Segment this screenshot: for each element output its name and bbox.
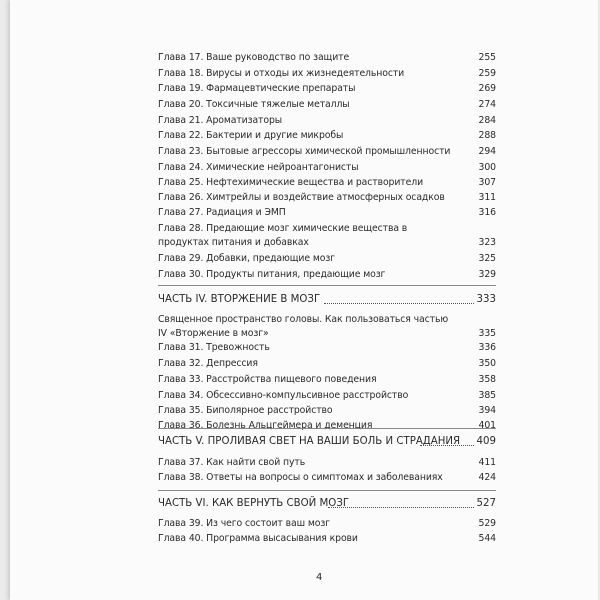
toc-entry-title: Глава 32. Депрессия <box>158 358 258 369</box>
leader-dots <box>324 303 474 304</box>
toc-entry-title: Священное пространство головы. Как пользоваться частью IV «Вторжение в мозг» <box>158 314 449 339</box>
toc-entry <box>158 517 496 531</box>
toc-entry <box>158 389 496 403</box>
toc-entry-title: Глава 29. Добавки, предающие мозг <box>158 253 335 264</box>
toc-entry <box>158 51 496 65</box>
toc-part-title: ЧАСТЬ VI. КАК ВЕРНУТЬ СВОЙ МОЗГ <box>158 498 350 509</box>
toc-entry-page: 323 <box>478 237 496 248</box>
toc-entry <box>158 456 496 470</box>
toc-entry-page: 544 <box>478 533 496 544</box>
toc-entry-title: Глава 30. Продукты питания, предающие мозг <box>158 269 386 280</box>
toc-entry-title: Глава 24. Химические нейроантагонисты <box>158 162 359 173</box>
toc-entry <box>158 206 496 220</box>
toc-entry-title: Глава 27. Радиация и ЭМП <box>158 207 286 218</box>
toc-entry-page: 394 <box>478 405 496 416</box>
toc-entry-page: 411 <box>478 457 496 468</box>
toc-entry-page: 294 <box>478 146 496 157</box>
leader-dots <box>328 507 474 508</box>
toc-entry <box>158 223 496 250</box>
toc-part-heading <box>158 434 496 450</box>
page-number: 4 <box>316 572 323 583</box>
section-divider <box>158 428 496 429</box>
toc-part-heading <box>158 292 496 308</box>
toc-part-page: 527 <box>476 498 496 509</box>
toc-entry-title: Глава 26. Химтрейлы и воздействие атмосферных осадков <box>158 192 445 203</box>
toc-entry <box>158 114 496 128</box>
toc-entry-page: 269 <box>478 83 496 94</box>
toc-entry-title: Глава 17. Ваше руководство по защите <box>158 52 350 63</box>
toc-entry-page: 284 <box>478 115 496 126</box>
toc-entry-page: 424 <box>478 472 496 483</box>
toc-entry-page: 307 <box>478 177 496 188</box>
toc-entry <box>158 341 496 355</box>
toc-entry-page: 316 <box>478 207 496 218</box>
toc-entry-title: Глава 22. Бактерии и другие микробы <box>158 130 344 141</box>
toc-entry <box>158 252 496 266</box>
toc-part-page: 409 <box>476 436 496 447</box>
toc-entry <box>158 176 496 190</box>
toc-entry <box>158 67 496 81</box>
toc-entry-page: 358 <box>478 374 496 385</box>
toc-entry-page: 325 <box>478 253 496 264</box>
toc-entry-page: 385 <box>478 390 496 401</box>
toc-entry-page: 259 <box>478 68 496 79</box>
toc-part-page: 333 <box>476 294 496 305</box>
toc-entry <box>158 268 496 282</box>
toc-entry <box>158 145 496 159</box>
toc-entry-title: Глава 33. Расстройства пищевого поведения <box>158 374 377 385</box>
leader-dots <box>420 445 474 446</box>
toc-entry-title: Глава 21. Ароматизаторы <box>158 115 282 126</box>
toc-entry <box>158 404 496 418</box>
toc-entry <box>158 373 496 387</box>
toc-entry-title: Глава 28. Предающие мозг химические вещества в продуктах питания и добавках <box>158 223 408 248</box>
toc-entry <box>158 82 496 96</box>
toc-entry <box>158 98 496 112</box>
toc-entry-page: 274 <box>478 99 496 110</box>
toc-entry-title: Глава 36. Болезнь Альцгеймера и деменция <box>158 420 373 431</box>
toc-entry <box>158 191 496 205</box>
toc-entry <box>158 471 496 485</box>
toc-entry-page: 329 <box>478 269 496 280</box>
toc-entry-title: Глава 19. Фармацевтические препараты <box>158 83 356 94</box>
section-divider <box>158 285 496 286</box>
toc-entry-title: Глава 18. Вирусы и отходы их жизнедеятельности <box>158 68 405 79</box>
toc-entry-title: Глава 31. Тревожность <box>158 342 270 353</box>
toc-entry-title: Глава 34. Обсессивно-компульсивное расстройство <box>158 390 409 401</box>
toc-entry <box>158 357 496 371</box>
toc-entry-title: Глава 23. Бытовые агрессоры химической промышленности <box>158 146 451 157</box>
toc-entry-page: 300 <box>478 162 496 173</box>
toc-entry-page: 335 <box>478 328 496 339</box>
toc-entry <box>158 532 496 546</box>
toc-entry-page: 311 <box>478 192 496 203</box>
toc-entry-title: Глава 35. Биполярное расстройство <box>158 405 333 416</box>
section-divider <box>158 490 496 491</box>
toc-entry-title: Глава 25. Нефтехимические вещества и растворители <box>158 177 424 188</box>
toc-entry-page: 401 <box>478 420 496 431</box>
toc-entry-page: 255 <box>478 52 496 63</box>
toc-part-title: ЧАСТЬ IV. ВТОРЖЕНИЕ В МОЗГ <box>158 294 321 305</box>
toc-entry-page: 336 <box>478 342 496 353</box>
toc-entry-title: Глава 37. Как найти свой путь <box>158 457 306 468</box>
toc-part-title: ЧАСТЬ V. ПРОЛИВАЯ СВЕТ НА ВАШИ БОЛЬ И СТРАДАНИЯ <box>158 436 461 447</box>
toc-entry-page: 529 <box>478 518 496 529</box>
toc-entry <box>158 419 496 433</box>
toc-entry-page: 288 <box>478 130 496 141</box>
toc-entry-title: Глава 20. Токсичные тяжелые металлы <box>158 99 350 110</box>
book-page <box>10 0 598 600</box>
toc-entry-title: Глава 40. Программа высасывания крови <box>158 533 358 544</box>
toc-entry-title: Глава 38. Ответы на вопросы о симптомах и заболеваниях <box>158 472 443 483</box>
toc-entry <box>158 314 496 341</box>
toc-entry-page: 350 <box>478 358 496 369</box>
toc-entry <box>158 129 496 143</box>
toc-entry <box>158 161 496 175</box>
toc-entry-title: Глава 39. Из чего состоит ваш мозг <box>158 518 330 529</box>
toc-part-heading <box>158 496 496 512</box>
